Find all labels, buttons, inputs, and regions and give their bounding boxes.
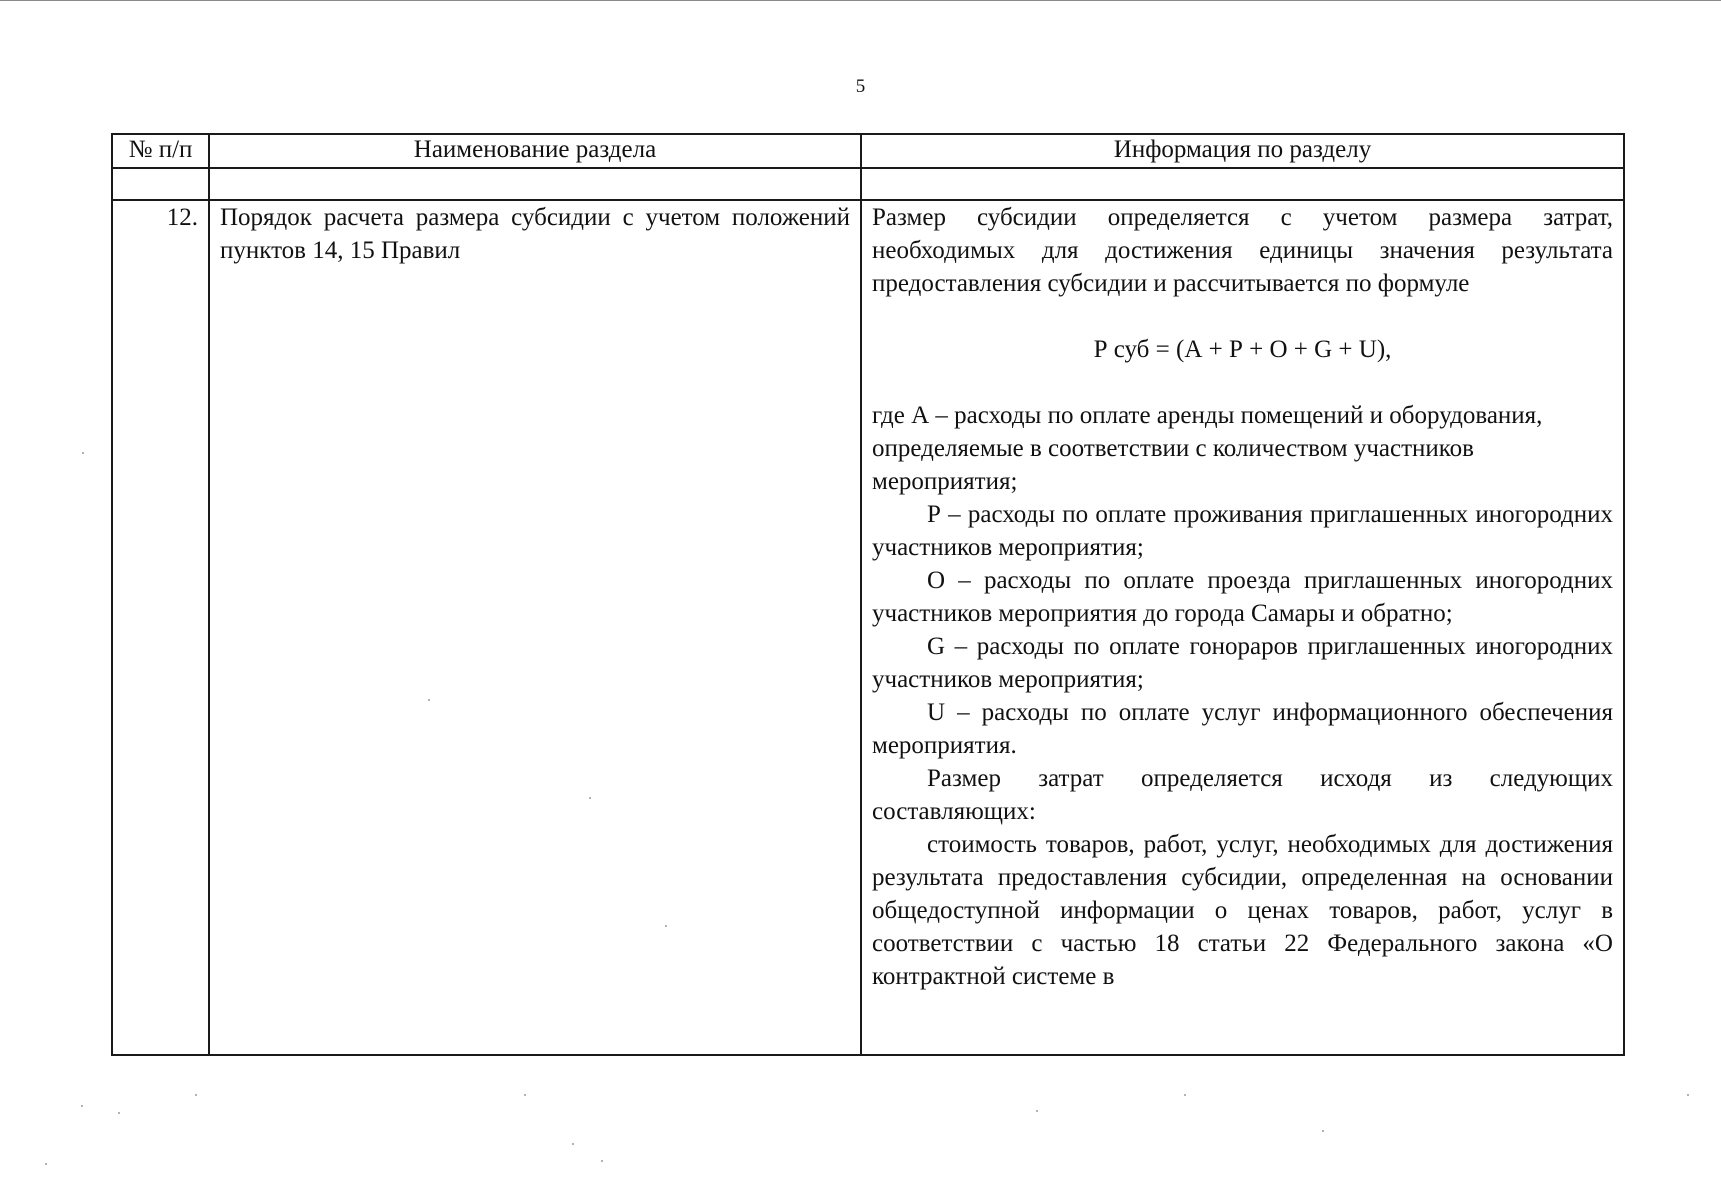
info-intro: Размер субсидии определяется с учетом размера затрат, необходимых для достижения единицы значения результата предоставления субсидии и рассчитывается по формуле <box>872 204 1613 297</box>
spacer-cell <box>861 168 1624 200</box>
scan-speck <box>118 1112 120 1114</box>
scan-speck <box>45 1163 47 1165</box>
row-number: 12. <box>112 200 209 1055</box>
scan-speck <box>81 1105 83 1107</box>
scan-speck <box>428 699 430 701</box>
row-section-name: Порядок расчета размера субсидии с учетом положений пунктов 14, 15 Правил <box>220 204 850 264</box>
page-number: 5 <box>855 76 866 97</box>
header-number: № п/п <box>112 134 209 168</box>
header-section-info: Информация по разделу <box>861 134 1624 168</box>
info-where-a: где А – расходы по оплате аренды помещений и оборудования, определяемые в соответствии с количеством участников мероприятия; <box>872 402 1543 495</box>
row-section-name-cell <box>209 200 861 1055</box>
table-spacer-row <box>112 168 1624 200</box>
scan-speck <box>1322 1130 1324 1132</box>
scan-speck <box>572 1143 574 1145</box>
header-section-name: Наименование раздела <box>209 134 861 168</box>
scan-speck <box>589 797 591 799</box>
scan-speck <box>524 1094 526 1096</box>
subsidy-formula: Р суб = (А + Р + О + G + U), <box>1093 336 1392 363</box>
scan-speck <box>1687 1094 1689 1096</box>
scan-speck <box>1184 1094 1186 1096</box>
scan-speck <box>195 1094 197 1096</box>
info-p: Р – расходы по оплате проживания приглашенных иногородних участников мероприятия; <box>872 501 1613 561</box>
scan-speck <box>665 925 667 927</box>
scan-top-edge <box>0 0 1721 1</box>
info-o: О – расходы по оплате проезда приглашенных иногородних участников мероприятия до города Самары и обратно; <box>872 567 1613 627</box>
row-section-info-cell <box>861 200 1624 1055</box>
scan-speck <box>82 452 84 454</box>
section-table <box>111 133 1625 1056</box>
table-row <box>112 200 1624 1055</box>
scan-speck <box>1036 1110 1038 1112</box>
info-cost-item: стоимость товаров, работ, услуг, необходимых для достижения результата предоставления субсидии, определенная на основании общедоступной информации о ценах товаров, работ, услуг в соответствии с частью 18 статьи 22 Федерального закона «О контрактной системе в <box>872 831 1613 990</box>
scan-speck <box>601 1160 603 1162</box>
info-g: G – расходы по оплате гонораров приглашенных иногородних участников мероприятия; <box>872 633 1613 693</box>
info-u: U – расходы по оплате услуг информационного обеспечения мероприятия. <box>872 699 1613 759</box>
spacer-cell <box>209 168 861 200</box>
table-header-row <box>112 134 1624 168</box>
spacer-cell <box>112 168 209 200</box>
info-cost-intro: Размер затрат определяется исходя из следующих составляющих: <box>872 765 1613 825</box>
